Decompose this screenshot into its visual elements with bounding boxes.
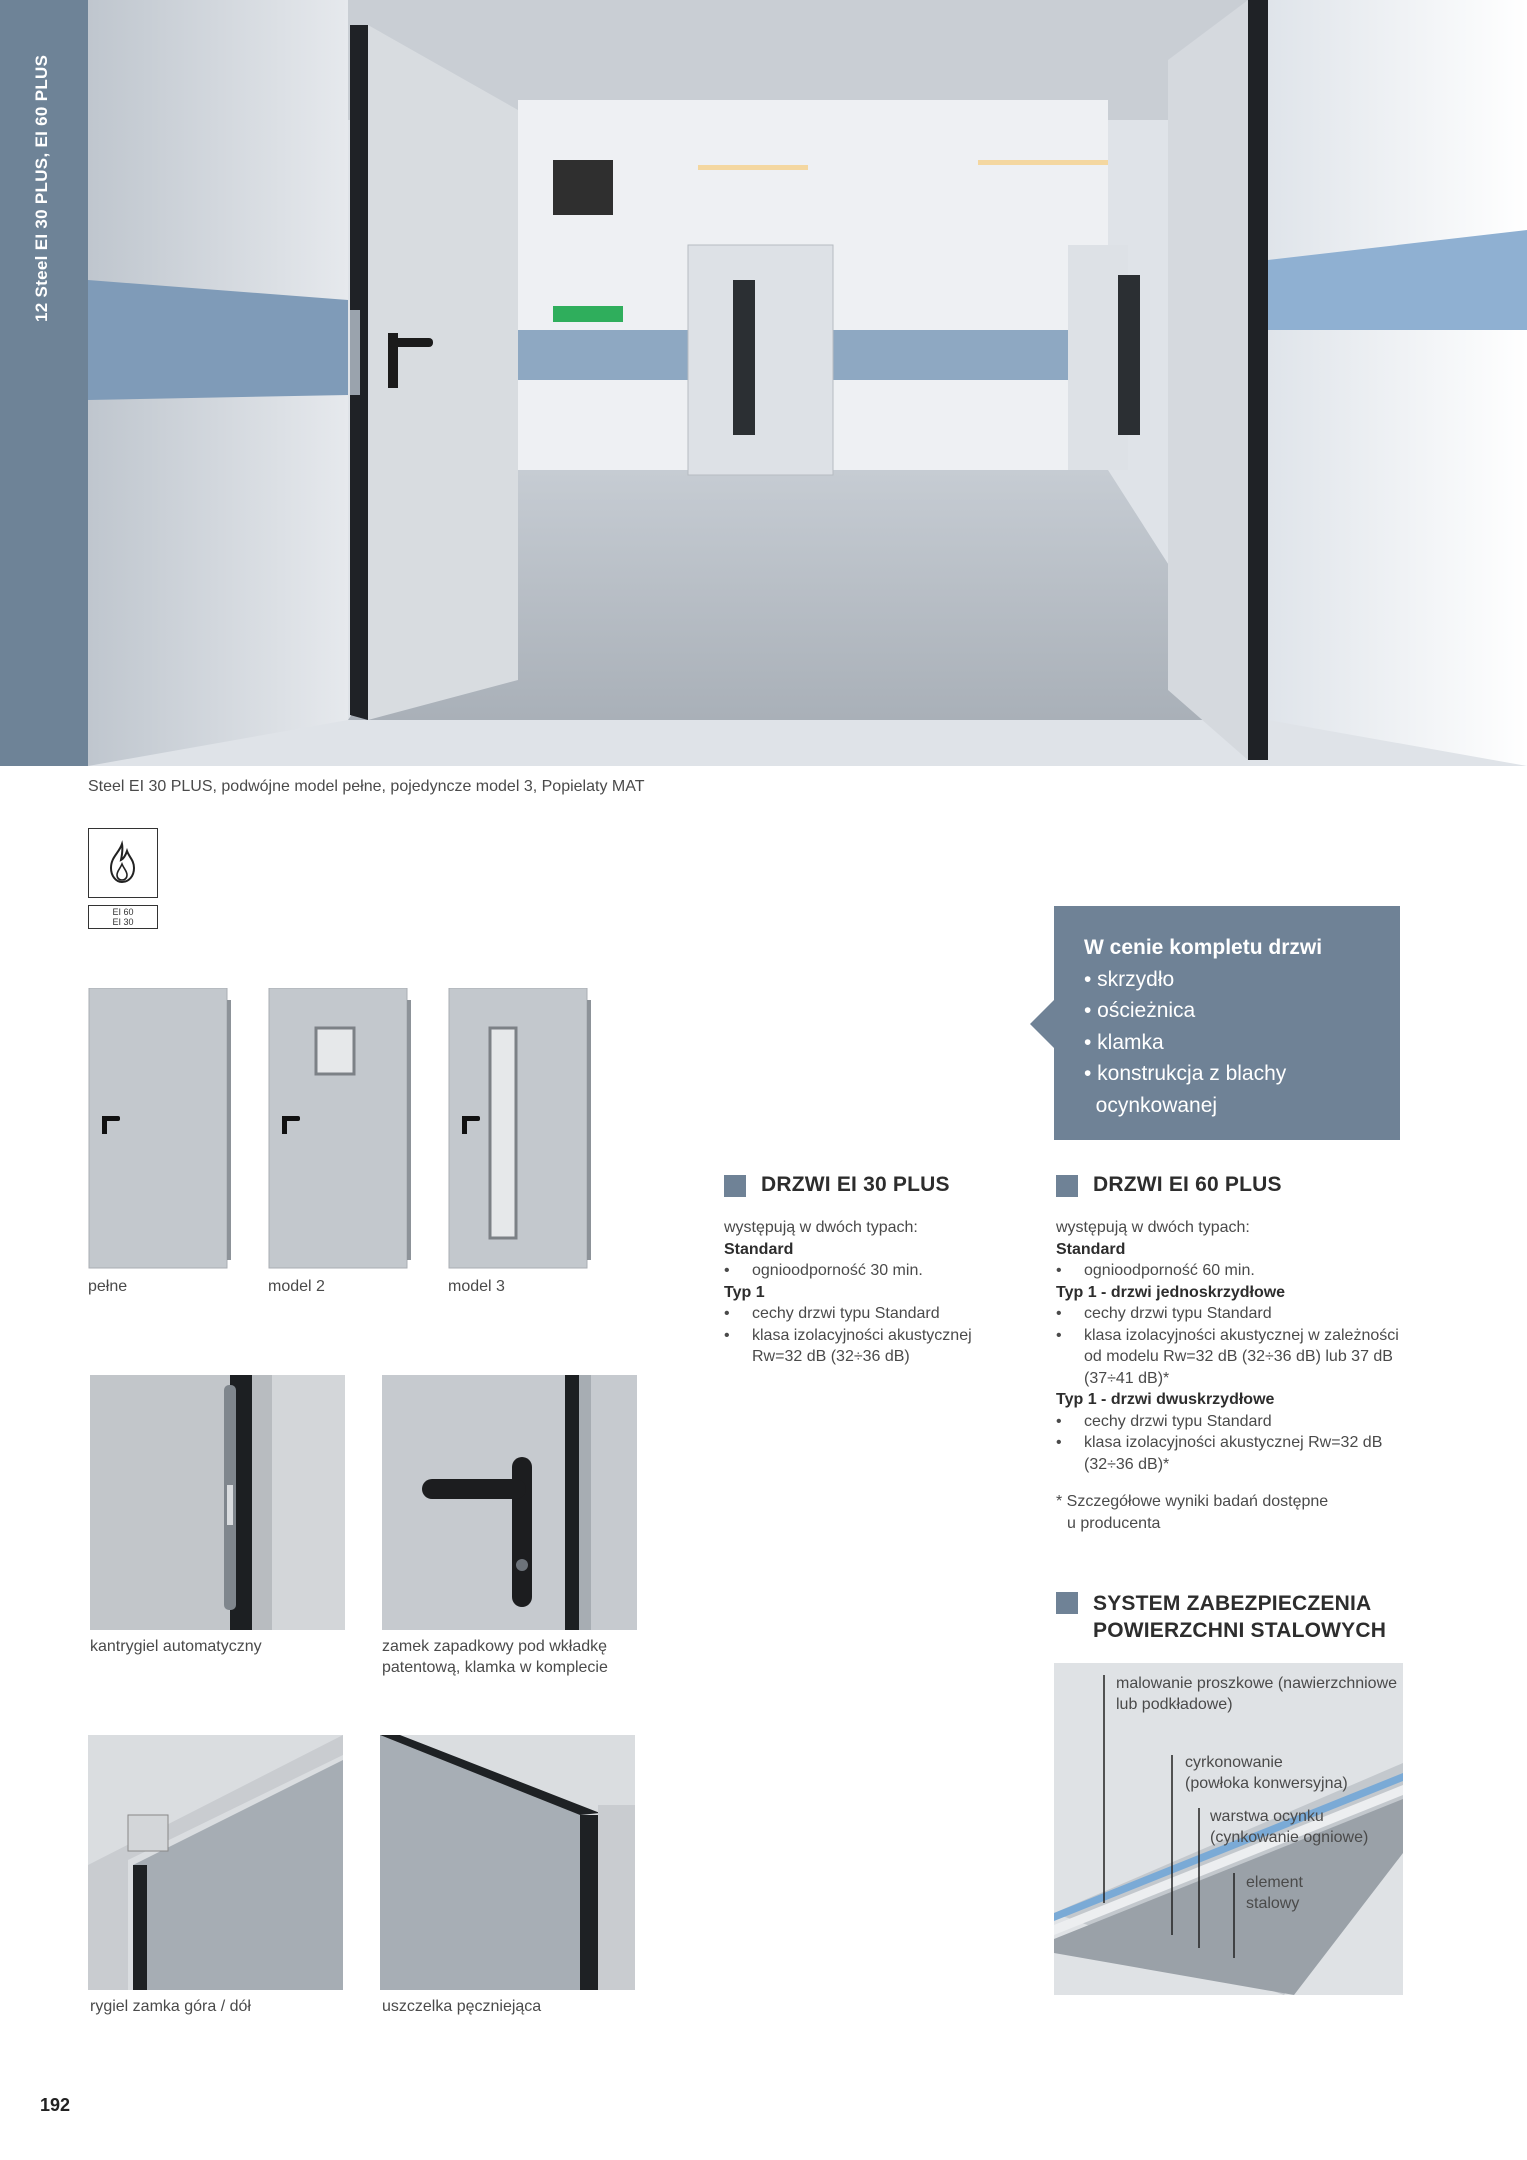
ei60-standard-item: ognioodporność 60 min. xyxy=(1084,1262,1255,1279)
callout-item: • konstrukcja z blachy xyxy=(1084,1062,1287,1085)
door-model-pelne-label: pełne xyxy=(88,1278,128,1295)
ei60-title: DRZWI EI 60 PLUS xyxy=(1093,1173,1282,1196)
ei60-typ1a-item-cont: (37÷41 dB)* xyxy=(1084,1369,1170,1387)
price-includes-callout xyxy=(1054,906,1400,1140)
ei60-note-line2: u producenta xyxy=(1067,1514,1161,1532)
door-model-pelne-image xyxy=(88,988,232,1270)
page-number: 192 xyxy=(40,2095,71,2115)
ei60-marker xyxy=(1056,1175,1078,1197)
detail-kantrygiel-label: kantrygiel automatyczny xyxy=(90,1638,262,1655)
ei30-typ1-item: cechy drzwi typu Standard xyxy=(752,1305,940,1322)
fire-icon xyxy=(89,829,156,896)
ei60-note-line1: * Szczegółowe wyniki badań dostępne xyxy=(1056,1493,1329,1510)
security-title-line1: SYSTEM ZABEZPIECZENIA xyxy=(1093,1592,1372,1615)
ei30-standard-head: Standard xyxy=(724,1240,794,1258)
ei30-typ1-item-cont: Rw=32 dB (32÷36 dB) xyxy=(752,1348,910,1365)
layer-label-line: element xyxy=(1246,1874,1303,1891)
ei30-typ1-head: Typ 1 xyxy=(724,1283,765,1301)
layer-label-line: lub podkładowe) xyxy=(1116,1696,1233,1713)
layer-label-zirconium xyxy=(1185,1752,1348,1794)
ei60-typ1a-head: Typ 1 - drzwi jednoskrzydłowe xyxy=(1056,1283,1286,1301)
ei30-typ1-item: klasa izolacyjności akustycznej xyxy=(752,1326,972,1344)
layer-label-line: malowanie proszkowe (nawierzchniowe xyxy=(1116,1675,1398,1692)
layer-label-line: stalowy xyxy=(1246,1895,1300,1912)
ei60-typ1a-item: klasa izolacyjności akustycznej w zależności xyxy=(1084,1326,1399,1344)
ei60-standard-head: Standard xyxy=(1056,1240,1126,1258)
ei60-typ1a-item-cont: od modelu Rw=32 dB (32÷36 dB) lub 37 dB xyxy=(1084,1348,1393,1365)
layer-label-zinc xyxy=(1210,1806,1368,1848)
side-label: 12 Steel EI 30 PLUS, EI 60 PLUS xyxy=(32,54,51,322)
ei30-standard-item: ognioodporność 30 min. xyxy=(752,1262,923,1279)
detail-zamek-image xyxy=(382,1375,637,1630)
security-title xyxy=(1093,1590,1386,1644)
layer-label-line: warstwa ocynku xyxy=(1210,1808,1324,1825)
detail-rygiel-label: rygiel zamka góra / dół xyxy=(90,1998,251,2015)
hero-caption: Steel EI 30 PLUS, podwójne model pełne, pojedyncze model 3, Popielaty MAT xyxy=(88,778,645,795)
hero-photo xyxy=(88,0,1527,766)
fire-class-ei30: EI 30 xyxy=(112,917,134,927)
fire-class-ei60: EI 60 xyxy=(112,907,134,917)
fire-class-labels xyxy=(88,905,158,929)
callout-title: W cenie kompletu drzwi xyxy=(1084,936,1323,959)
detail-kantrygiel-image xyxy=(90,1375,345,1630)
detail-zamek-label-line1: zamek zapadkowy pod wkładkę xyxy=(382,1638,608,1655)
ei30-marker xyxy=(724,1175,746,1197)
callout-item: • ościeżnica xyxy=(1084,999,1196,1022)
security-title-line2: POWIERZCHNI STALOWYCH xyxy=(1093,1619,1387,1642)
detail-zamek-label xyxy=(382,1636,608,1678)
callout-arrow xyxy=(1030,1000,1054,1048)
fire-class-badge xyxy=(88,828,158,898)
ei60-intro: występują w dwóch typach: xyxy=(1056,1219,1250,1236)
door-model-3-label: model 3 xyxy=(448,1278,505,1295)
detail-uszczelka-label: uszczelka pęczniejąca xyxy=(382,1998,542,2015)
ei60-typ1b-item: klasa izolacyjności akustycznej Rw=32 dB xyxy=(1084,1434,1383,1451)
detail-uszczelka-image xyxy=(380,1735,635,1990)
layer-label-line: (powłoka konwersyjna) xyxy=(1185,1775,1348,1792)
callout-item: ocynkowanej xyxy=(1084,1093,1218,1117)
layer-label-line: (cynkowanie ogniowe) xyxy=(1210,1829,1369,1846)
ei30-body: występują w dwóch typach: Standard • ognioodporność 30 min. Typ 1 • cechy drzwi typu Standard • klasa izolacyjności akustycznej Rw=32 dB (32÷36 dB) xyxy=(724,1217,1024,1368)
ei30-intro: występują w dwóch typach: xyxy=(724,1219,918,1236)
layer-label-steel xyxy=(1246,1872,1303,1914)
ei60-body: występują w dwóch typach: Standard • ognioodporność 60 min. Typ 1 - drzwi jednoskrzydłowe • cechy drzwi typu Standard • klasa izolacyjności akustycznej w zależności od modelu Rw=32 dB (32÷36 dB) lub 37 dB (37÷41 dB)* Typ 1 - drzwi dwuskrzydłowe • cechy drzwi typu Standard • klasa izolacyjności akustycznej Rw=32 dB (32÷36 dB)* * Szczegółowe wyniki badań dostępne u producenta xyxy=(1056,1217,1416,1534)
detail-rygiel-image xyxy=(88,1735,343,1990)
ei30-title: DRZWI EI 30 PLUS xyxy=(761,1173,950,1196)
callout-item: • klamka xyxy=(1084,1030,1164,1054)
door-model-2-label: model 2 xyxy=(268,1278,325,1295)
layer-label-line: cyrkonowanie xyxy=(1185,1754,1283,1771)
ei60-typ1b-head: Typ 1 - drzwi dwuskrzydłowe xyxy=(1056,1391,1275,1408)
layer-label-paint xyxy=(1116,1673,1397,1715)
ei60-typ1a-item: cechy drzwi typu Standard xyxy=(1084,1305,1272,1322)
ei60-typ1b-item: cechy drzwi typu Standard xyxy=(1084,1412,1272,1430)
door-model-2-image xyxy=(268,988,412,1270)
detail-zamek-label-line2: patentową, klamka w komplecie xyxy=(382,1659,608,1676)
ei60-typ1b-item-cont: (32÷36 dB)* xyxy=(1084,1455,1170,1473)
security-marker xyxy=(1056,1592,1078,1614)
callout-item: • skrzydło xyxy=(1084,967,1175,991)
door-model-3-image xyxy=(448,988,592,1270)
